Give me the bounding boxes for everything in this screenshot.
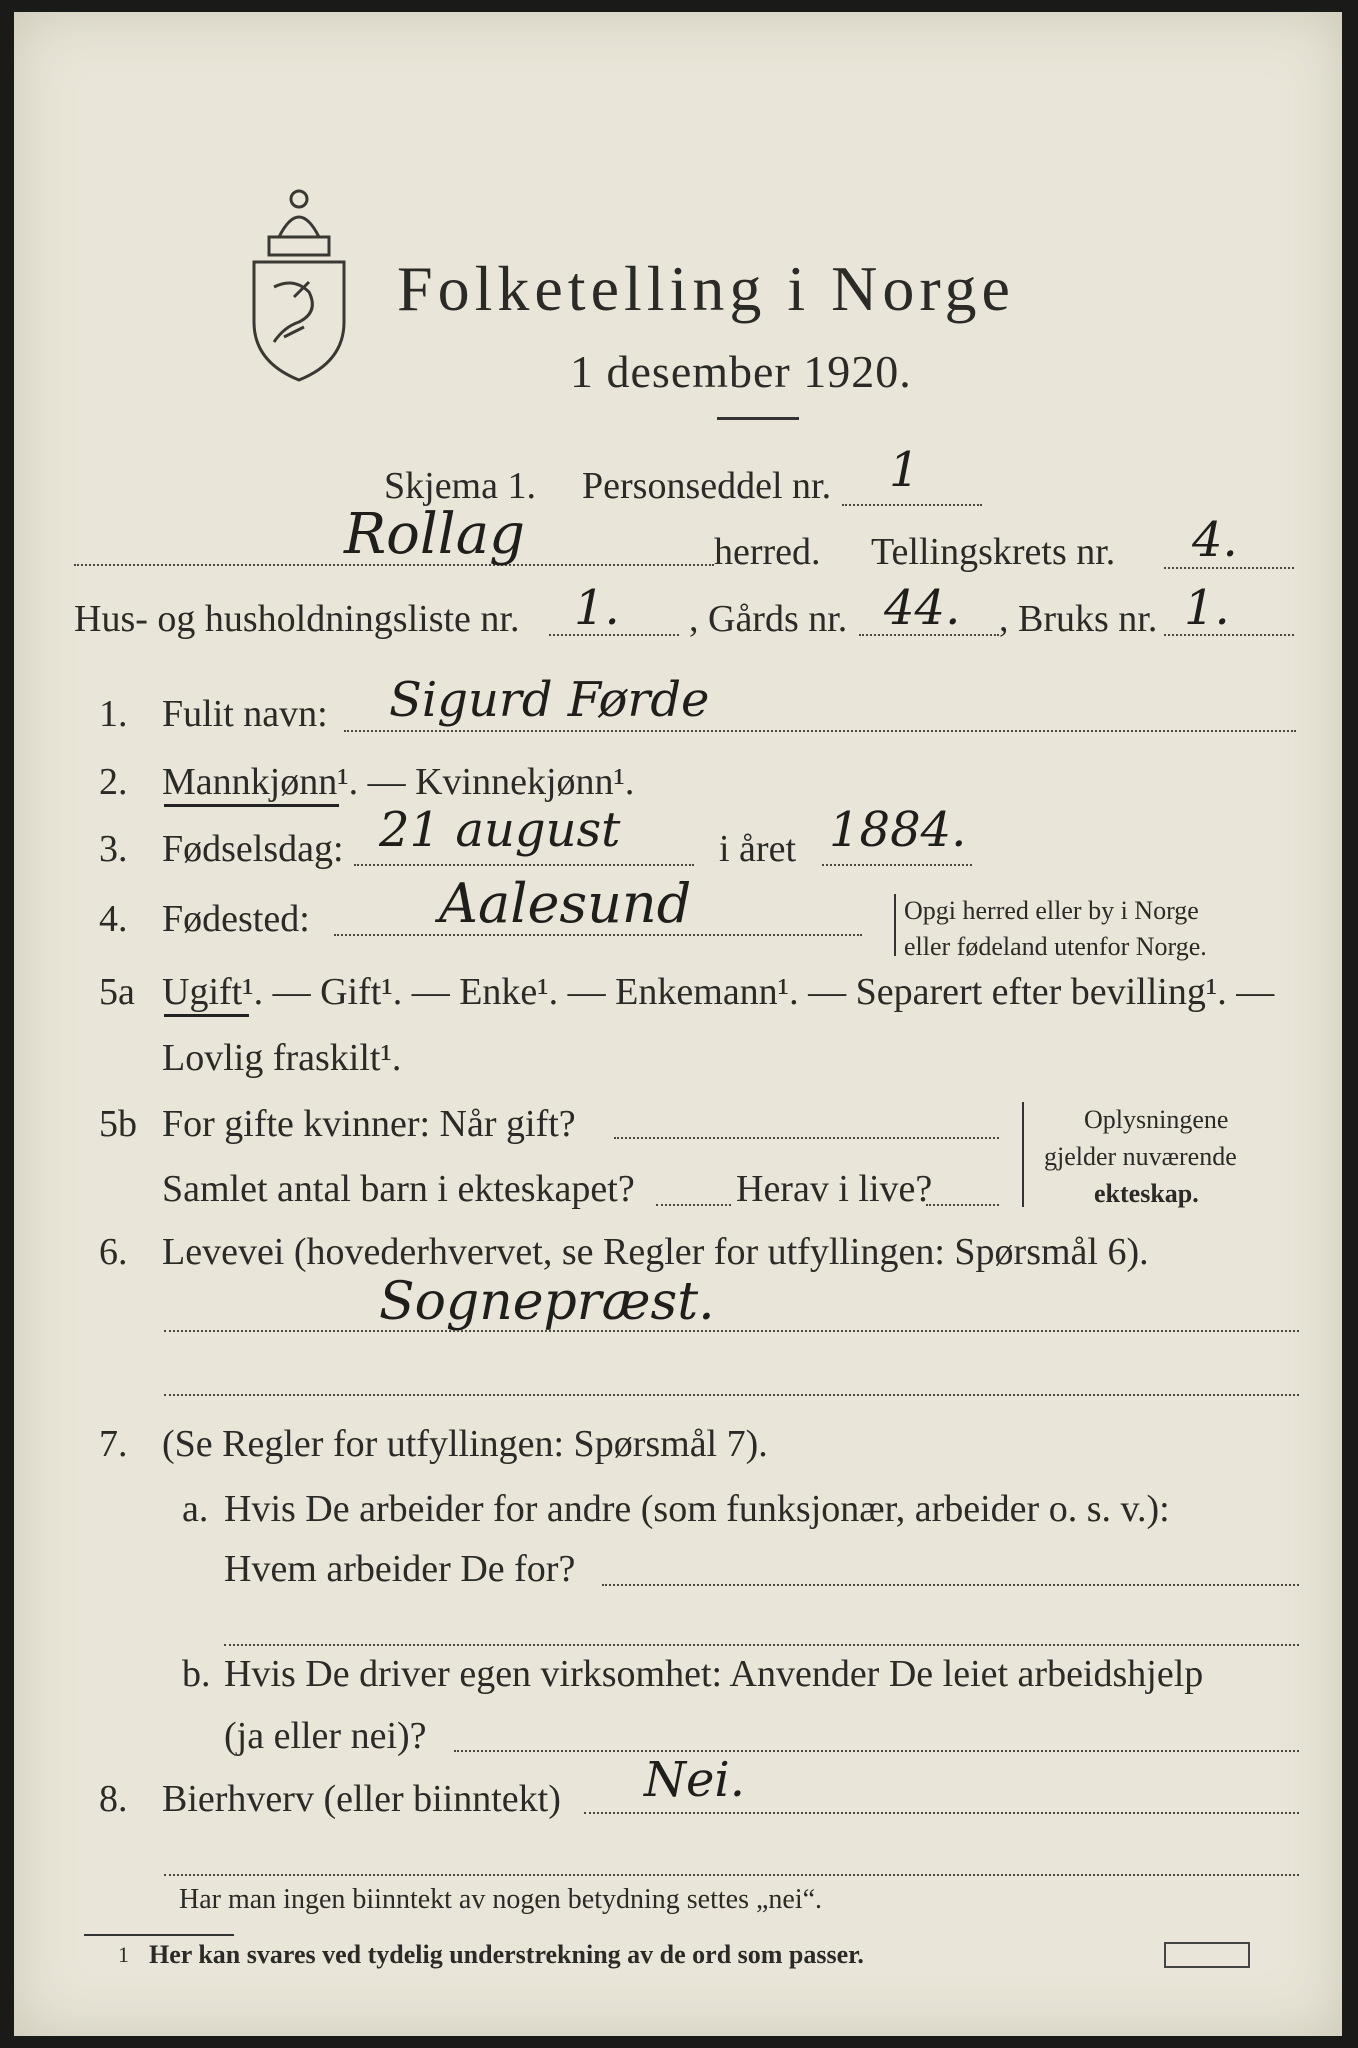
q2-number: 2.	[99, 761, 128, 803]
q5b-label-2: Samlet antal barn i ekteskapet?	[162, 1168, 635, 1210]
footer-divider	[84, 1934, 234, 1936]
q5a-label: Ugift¹. — Gift¹. — Enke¹. — Enkemann¹. — Separert efter bevilling¹. —	[162, 971, 1275, 1013]
tellingskrets-value: 4.	[1192, 512, 1238, 568]
q5b-note-3: ekteskap.	[1094, 1179, 1199, 1208]
q7a-number: a.	[182, 1488, 209, 1530]
q2-underline	[164, 804, 339, 807]
gards-value: 44.	[884, 580, 961, 636]
q4-value: Aalesund	[439, 872, 692, 935]
q2-label: Mannkjønn¹. — Kvinnekjønn¹.	[162, 761, 635, 803]
q7a-line-1	[602, 1584, 1299, 1586]
q3-number: 3.	[99, 828, 128, 870]
hus-value: 1.	[574, 580, 620, 636]
personseddel-line	[842, 504, 982, 506]
personseddel-value: 1	[889, 442, 920, 498]
q3-line	[354, 864, 694, 866]
bruks-label: , Bruks nr.	[999, 598, 1158, 640]
q6-line-2	[164, 1394, 1299, 1396]
q3-year-label: i året	[719, 828, 797, 870]
q7b-number: b.	[182, 1653, 211, 1695]
q5b-alive-line	[926, 1204, 999, 1206]
herred-label: herred.	[714, 531, 821, 573]
q8-label: Bierhverv (eller biinntekt)	[162, 1778, 561, 1820]
q1-label: Fulit navn:	[162, 693, 328, 735]
q5b-number: 5b	[99, 1103, 137, 1145]
coat-of-arms-icon	[239, 177, 359, 382]
q7b-line	[454, 1750, 1299, 1752]
q1-number: 1.	[99, 693, 128, 735]
q1-line	[344, 730, 1296, 732]
q7b-label-2: (ja eller nei)?	[224, 1715, 427, 1757]
q4-note-1: Opgi herred eller by i Norge	[904, 896, 1199, 925]
q8-line-2	[164, 1874, 1299, 1876]
q4-brace	[894, 894, 896, 956]
q7a-label-2: Hvem arbeider De for?	[224, 1548, 576, 1590]
personseddel-label: Personseddel nr.	[582, 465, 832, 507]
q5b-brace	[1022, 1102, 1024, 1207]
q5b-label: For gifte kvinner: Når gift?	[162, 1103, 576, 1145]
q7b-label: Hvis De driver egen virksomhet: Anvender De leiet arbeidshjelp	[224, 1653, 1204, 1695]
q8-value: Nei.	[644, 1752, 746, 1808]
q6-number: 6.	[99, 1231, 128, 1273]
printer-stamp	[1164, 1942, 1250, 1968]
q5b-note-1: Oplysningene	[1084, 1105, 1229, 1134]
q6-label: Levevei (hovederhvervet, se Regler for utfyllingen: Spørsmål 6).	[162, 1231, 1149, 1273]
form-title: Folketelling i Norge	[397, 253, 1015, 324]
q6-value: Sognepræst.	[379, 1272, 715, 1332]
herred-value: Rollag	[344, 502, 525, 567]
footnote-text: Her kan svares ved tydelig understrekning av de ord som passer.	[149, 1940, 864, 1969]
q5a-underline	[164, 1014, 249, 1017]
q5b-married-line	[614, 1137, 999, 1139]
q7a-line-2	[224, 1644, 1299, 1646]
q5a-label-2: Lovlig fraskilt¹.	[162, 1037, 402, 1079]
q3-year-value: 1884.	[829, 802, 967, 858]
q5b-children-line	[656, 1204, 731, 1206]
q5b-label-3: Herav i live?	[736, 1168, 933, 1210]
bruks-value: 1.	[1184, 580, 1230, 636]
q8-number: 8.	[99, 1778, 128, 1820]
q7a-label: Hvis De arbeider for andre (som funksjonær, arbeider o. s. v.):	[224, 1488, 1170, 1530]
q5a-number: 5a	[99, 971, 135, 1013]
tellingskrets-label: Tellingskrets nr.	[871, 531, 1116, 573]
q7-label: (Se Regler for utfyllingen: Spørsmål 7).	[162, 1423, 768, 1465]
q8-line	[584, 1812, 1299, 1814]
form-date: 1 desember 1920.	[570, 346, 912, 397]
q4-note-2: eller fødeland utenfor Norge.	[904, 932, 1207, 961]
q3-year-line	[822, 864, 972, 866]
gards-label: , Gårds nr.	[689, 598, 848, 640]
title-divider	[717, 417, 799, 420]
q7-number: 7.	[99, 1423, 128, 1465]
q3-value: 21 august	[379, 802, 621, 858]
q5b-note-2: gjelder nuværende	[1044, 1142, 1237, 1171]
footnote-mark: 1	[118, 1942, 129, 1967]
q4-label: Fødested:	[162, 898, 310, 940]
q6-line-1	[164, 1330, 1299, 1332]
census-form-sheet	[14, 12, 1342, 2036]
footer-note: Har man ingen biinntekt av nogen betydning settes „nei“.	[179, 1884, 823, 1915]
q4-number: 4.	[99, 898, 128, 940]
hus-label: Hus- og husholdningsliste nr.	[74, 598, 520, 640]
q3-label: Fødselsdag:	[162, 828, 344, 870]
q1-value: Sigurd Førde	[389, 672, 710, 728]
schema-label: Skjema 1.	[384, 465, 536, 507]
